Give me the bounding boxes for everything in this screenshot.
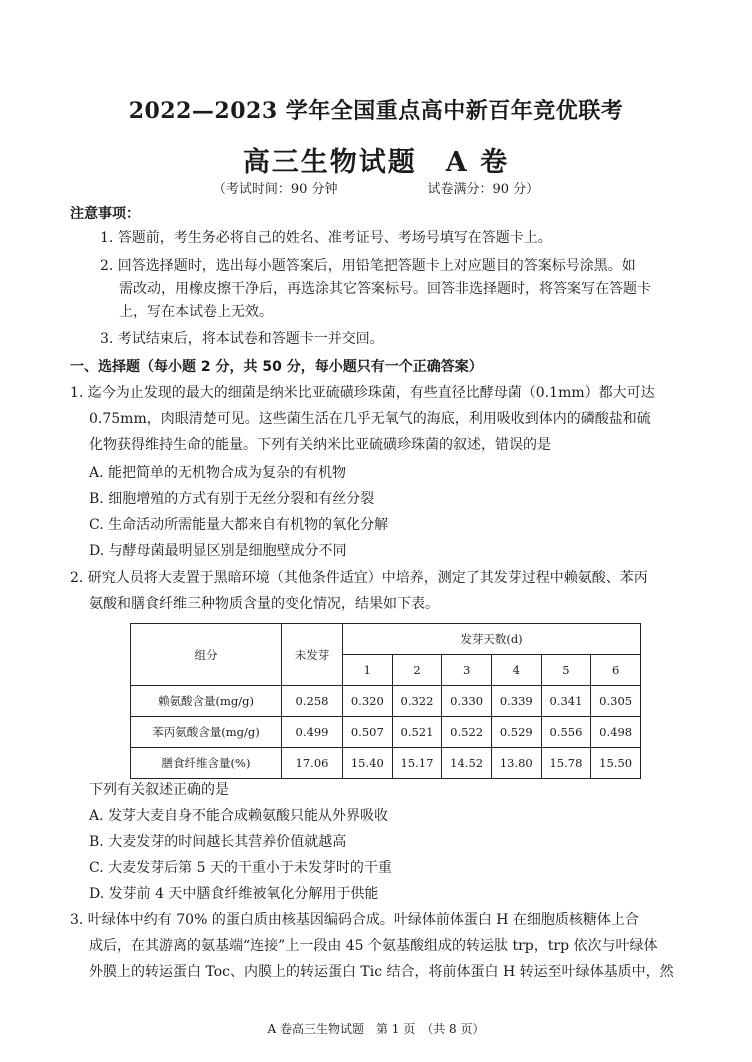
table-cell: 15.17 (392, 748, 442, 779)
question-line: 1. 迄今为止发现的最大的细菌是纳米比亚硫磺珍珠菌，有些直径比酵母菌（0.1mm）都大可达 (70, 385, 655, 401)
page-footer: A 卷高三生物试题 第 1 页 （共 8 页） (267, 1022, 485, 1036)
question-line: 下列有关叙述正确的是 (89, 782, 229, 798)
option-d: D. 与酵母菌最明显区别是细胞壁成分不同 (89, 543, 347, 559)
table-cell: 0.320 (343, 686, 393, 717)
option-a: A. 能把简单的无机物合成为复杂的有机物 (89, 465, 347, 481)
table-cell: 0.498 (591, 717, 641, 748)
full-score: 试卷满分：90 分） (427, 182, 540, 197)
question-line: 外膜上的转运蛋白 Toc、内膜上的转运蛋白 Tic 结合，将前体蛋白 H 转运至叶绿体基质中，然 (89, 964, 674, 980)
notice-line: 2. 回答选择题时，选出每小题答案后，用铅笔把答题卡上对应题目的答案标号涂黑。如 (100, 258, 636, 274)
table-cell: 17.06 (282, 748, 343, 779)
table-row (131, 717, 641, 748)
table-cell: 0.341 (541, 686, 591, 717)
table-cell: 0.499 (282, 717, 343, 748)
table-header-cell: 未发芽 (282, 624, 343, 686)
option-b: B. 大麦发芽的时间越长其营养价值就越高 (89, 834, 347, 850)
table-cell: 赖氨酸含量(mg/g) (131, 686, 282, 717)
table-cell: 15.78 (541, 748, 591, 779)
data-table (130, 623, 641, 779)
table-row (131, 686, 641, 717)
table-header-cell: 6 (591, 655, 641, 686)
table-header-cell: 1 (343, 655, 393, 686)
table-cell: 15.50 (591, 748, 641, 779)
notice-line: 3. 考试结束后，将本试卷和答题卡一并交回。 (100, 331, 384, 347)
question-line: 3. 叶绿体中约有 70% 的蛋白质由核基因编码合成。叶绿体前体蛋白 H 在细胞质核糖体上合 (70, 912, 639, 928)
exam-subtitle: 高三生物试题 A 卷 (242, 147, 510, 178)
table-cell: 15.40 (343, 748, 393, 779)
question-line: 化物获得维持生命的能量。下列有关纳米比亚硫磺珍珠菌的叙述，错误的是 (89, 437, 551, 453)
table-header-cell: 组分 (131, 624, 282, 686)
table-header-row (131, 624, 641, 655)
table-cell: 0.330 (442, 686, 492, 717)
table-cell: 苯丙氨酸含量(mg/g) (131, 717, 282, 748)
table-cell: 0.521 (392, 717, 442, 748)
question-line: 成后，在其游离的氨基端“连接”上一段由 45 个氨基酸组成的转运肽 trp，trp 依次与叶绿体 (89, 938, 658, 954)
table-cell: 0.556 (541, 717, 591, 748)
table-header-cell: 5 (541, 655, 591, 686)
table-cell: 0.507 (343, 717, 393, 748)
question-line: 2. 研究人员将大麦置于黑暗环境（其他条件适宜）中培养，测定了其发芽过程中赖氨酸、苯丙 (70, 570, 648, 586)
table-cell: 14.52 (442, 748, 492, 779)
notice-line: 1. 答题前，考生务必将自己的姓名、准考证号、考场号填写在答题卡上。 (100, 230, 552, 246)
table-cell: 0.322 (392, 686, 442, 717)
question-line: 0.75mm，肉眼清楚可见。这些菌生活在几乎无氧气的海底，利用吸收到体内的磷酸盐和硫 (89, 411, 651, 427)
table-cell: 13.80 (491, 748, 541, 779)
notice-heading: 注意事项： (70, 206, 140, 222)
table-header-cell: 发芽天数(d) (343, 624, 641, 655)
exam-meta (0, 178, 752, 197)
table-cell: 膳食纤维含量(%) (131, 748, 282, 779)
option-d: D. 发芽前 4 天中膳食纤维被氧化分解用于供能 (89, 886, 379, 902)
option-a: A. 发芽大麦自身不能合成赖氨酸只能从外界吸收 (89, 808, 389, 824)
exam-title: 2022—2023 学年全国重点高中新百年竞优联考 (128, 98, 624, 124)
table-cell: 0.522 (442, 717, 492, 748)
section-heading: 一、选择题（每小题 2 分，共 50 分，每小题只有一个正确答案） (70, 359, 483, 375)
table-cell: 0.305 (591, 686, 641, 717)
exam-time: （考试时间：90 分钟 (212, 182, 338, 197)
table-cell: 0.339 (491, 686, 541, 717)
option-c: C. 大麦发芽后第 5 天的干重小于未发芽时的干重 (89, 860, 392, 876)
notice-line: 需改动，用橡皮擦干净后，再选涂其它答案标号。回答非选择题时，将答案写在答题卡 (119, 281, 651, 297)
table-row (131, 748, 641, 779)
table-header-cell: 3 (442, 655, 492, 686)
question-line: 氨酸和膳食纤维三种物质含量的变化情况，结果如下表。 (89, 596, 439, 612)
table-cell: 0.529 (491, 717, 541, 748)
table-header-cell: 2 (392, 655, 442, 686)
option-c: C. 生命活动所需能量大都来自有机物的氧化分解 (89, 517, 389, 533)
table-header-cell: 4 (491, 655, 541, 686)
notice-line: 上，写在本试卷上无效。 (119, 304, 273, 320)
table-cell: 0.258 (282, 686, 343, 717)
option-b: B. 细胞增殖的方式有别于无丝分裂和有丝分裂 (89, 491, 375, 507)
